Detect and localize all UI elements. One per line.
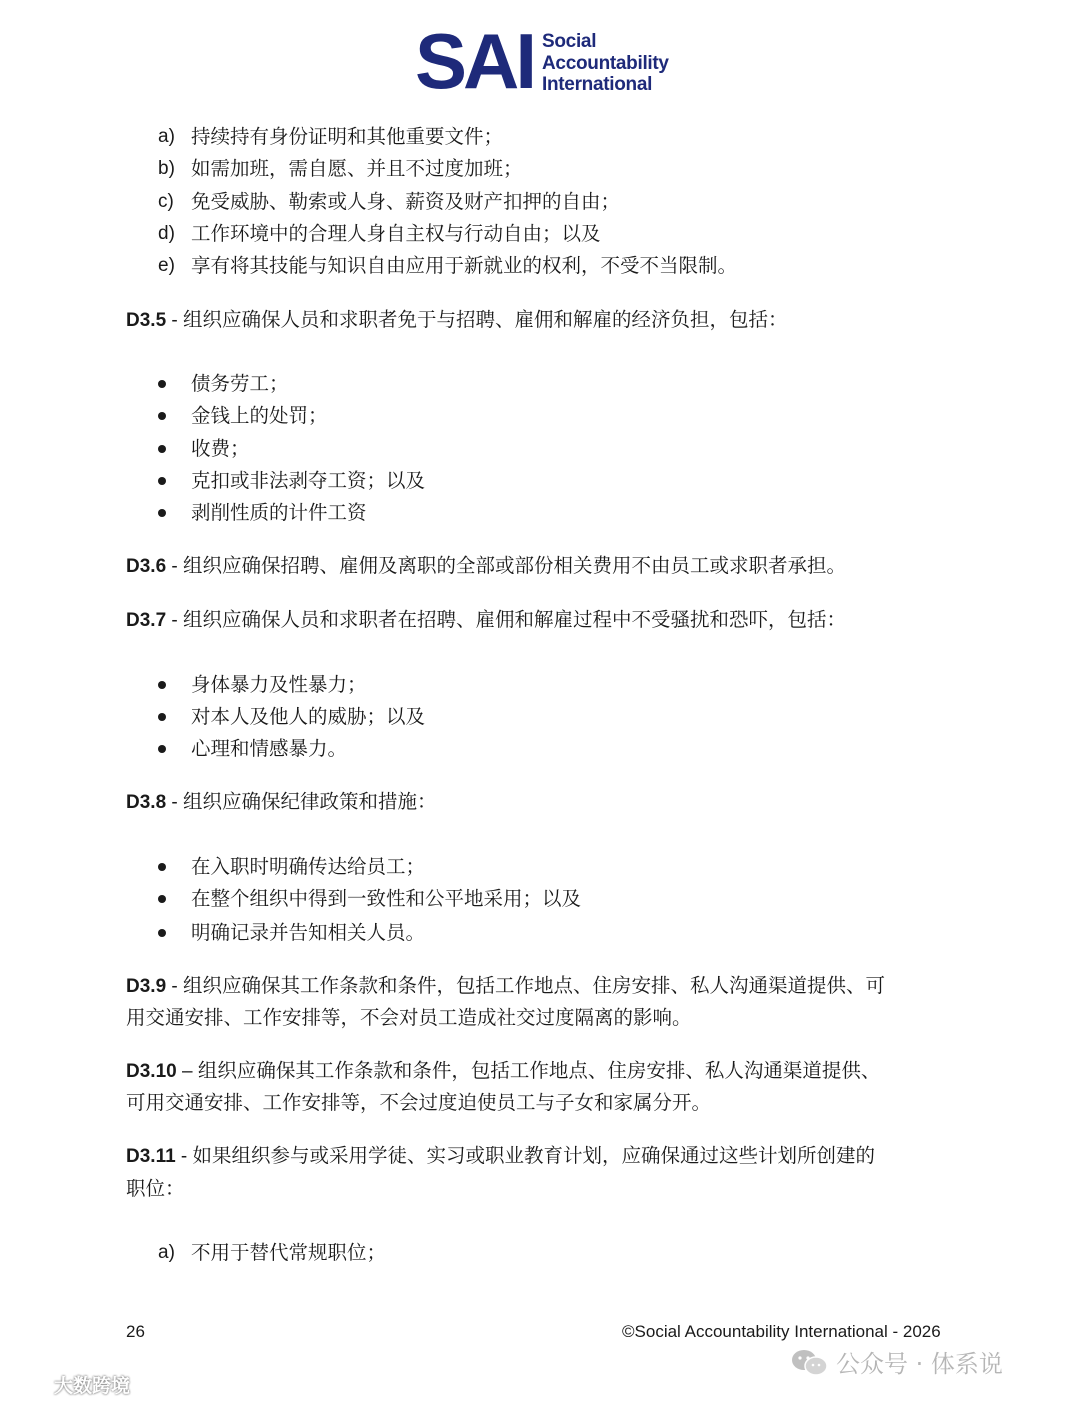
list-item-text: 收费； — [191, 437, 250, 460]
wechat-icon — [790, 1348, 830, 1378]
wechat-watermark — [790, 1346, 1003, 1382]
clause-text: 组织应确保其工作条款和条件，包括工作地点、住房安排、私人沟通渠道提供、可 — [183, 974, 886, 997]
clause-d3-10 — [126, 1055, 880, 1088]
brand-logo-icon — [10, 1374, 52, 1396]
clause-text: 组织应确保招聘、雇佣及离职的全部或部份相关费用不由员工或求职者承担。 — [183, 554, 847, 577]
logo-text — [542, 31, 669, 96]
bullet-dot — [158, 863, 166, 871]
clause-separator: - — [166, 610, 184, 631]
list-item-text: 工作环境中的合理人身自主权与行动自由；以及 — [191, 222, 601, 245]
list-marker: d) — [158, 223, 175, 244]
clause-text: 组织应确保人员和求职者免于与招聘、雇佣和解雇的经济负担，包括： — [183, 308, 788, 331]
list-item-text: 对本人及他人的威胁；以及 — [191, 705, 426, 728]
list-item-text: 持续持有身份证明和其他重要文件； — [191, 125, 504, 148]
clause-separator: - — [175, 1146, 193, 1167]
clause-d3-9-continued: 用交通安排、工作安排等，不会对员工造成社交过度隔离的影响。 — [126, 1006, 692, 1029]
clause-d3-10-continued: 可用交通安排、工作安排等，不会过度迫使员工与子女和家属分开。 — [126, 1091, 712, 1114]
list-marker: e) — [158, 255, 175, 276]
list-item-text: 克扣或非法剥夺工资；以及 — [191, 469, 426, 492]
clause-code: D3.11 — [126, 1146, 176, 1167]
bullet-dot — [158, 713, 166, 721]
clause-d3-5 — [126, 304, 788, 337]
list-marker: b) — [158, 158, 175, 179]
clause-code: D3.6 — [126, 556, 167, 577]
clause-text: 组织应确保人员和求职者在招聘、雇佣和解雇过程中不受骚扰和恐吓，包括： — [183, 608, 847, 631]
list-item-text: 在整个组织中得到一致性和公平地采用；以及 — [191, 887, 582, 910]
bullet-dot — [158, 929, 166, 937]
list-item-text: 明确记录并告知相关人员。 — [191, 921, 426, 944]
logo-line: International — [542, 74, 653, 95]
clause-code: D3.10 — [126, 1061, 177, 1082]
bullet-dot — [158, 477, 166, 485]
bullet-dot — [158, 509, 166, 517]
clause-separator: - — [166, 310, 184, 331]
list-item-text: 在入职时明确传达给员工； — [191, 855, 426, 878]
bullet-dot — [158, 445, 166, 453]
clause-text: 组织应确保纪律政策和措施： — [183, 790, 437, 813]
list-item-text: 剥削性质的计件工资 — [191, 501, 367, 524]
bullet-dot — [158, 895, 166, 903]
clause-code: D3.5 — [126, 310, 167, 331]
sai-logo — [415, 17, 675, 105]
list-marker: a) — [158, 126, 175, 147]
list-marker: a) — [158, 1242, 175, 1263]
list-item-text: 免受威胁、勒索或人身、薪资及财产扣押的自由； — [191, 190, 621, 213]
clause-text: 组织应确保其工作条款和条件，包括工作地点、住房安排、私人沟通渠道提供、 — [197, 1059, 881, 1082]
bullet-dot — [158, 412, 166, 420]
clause-d3-9 — [126, 970, 885, 1003]
watermark-text: 公众号 · 体系说 — [836, 1350, 1003, 1378]
clause-separator: – — [176, 1061, 198, 1082]
list-item-text: 身体暴力及性暴力； — [191, 673, 367, 696]
clause-separator: - — [166, 976, 184, 997]
list-item-text: 享有将其技能与知识自由应用于新就业的权利，不受不当限制。 — [191, 254, 738, 277]
list-item-text: 心理和情感暴力。 — [191, 737, 348, 760]
clause-code: D3.7 — [126, 610, 167, 631]
list-item-text: 不用于替代常规职位； — [191, 1241, 387, 1264]
clause-d3-11-continued: 职位： — [126, 1177, 185, 1200]
logo-line: Accountability — [542, 52, 669, 74]
list-marker: c) — [158, 191, 174, 212]
clause-d3-7 — [126, 604, 846, 637]
logo-mark: SAI — [415, 17, 534, 105]
bullet-dot — [158, 380, 166, 388]
clause-separator: - — [166, 792, 184, 813]
clause-separator: - — [166, 556, 184, 577]
list-item-text: 如需加班，需自愿、并且不过度加班； — [191, 157, 523, 180]
logo-line: Social — [542, 31, 597, 52]
footer-copyright: ©Social Accountability International - 2026 — [622, 1322, 941, 1341]
watermark-text: 大数跨境 — [54, 1375, 131, 1397]
clause-d3-11 — [126, 1140, 875, 1173]
clause-d3-8 — [126, 786, 437, 819]
clause-d3-6 — [126, 550, 846, 583]
page-number: 26 — [126, 1322, 145, 1341]
clause-code: D3.8 — [126, 792, 167, 813]
list-item-text: 债务劳工； — [191, 372, 289, 395]
list-item-text: 金钱上的处罚； — [191, 404, 328, 427]
bullet-dot — [158, 681, 166, 689]
bullet-dot — [158, 745, 166, 753]
brand-watermark — [10, 1372, 130, 1400]
clause-code: D3.9 — [126, 976, 167, 997]
clause-text: 如果组织参与或采用学徒、实习或职业教育计划，应确保通过这些计划所创建的 — [192, 1144, 876, 1167]
